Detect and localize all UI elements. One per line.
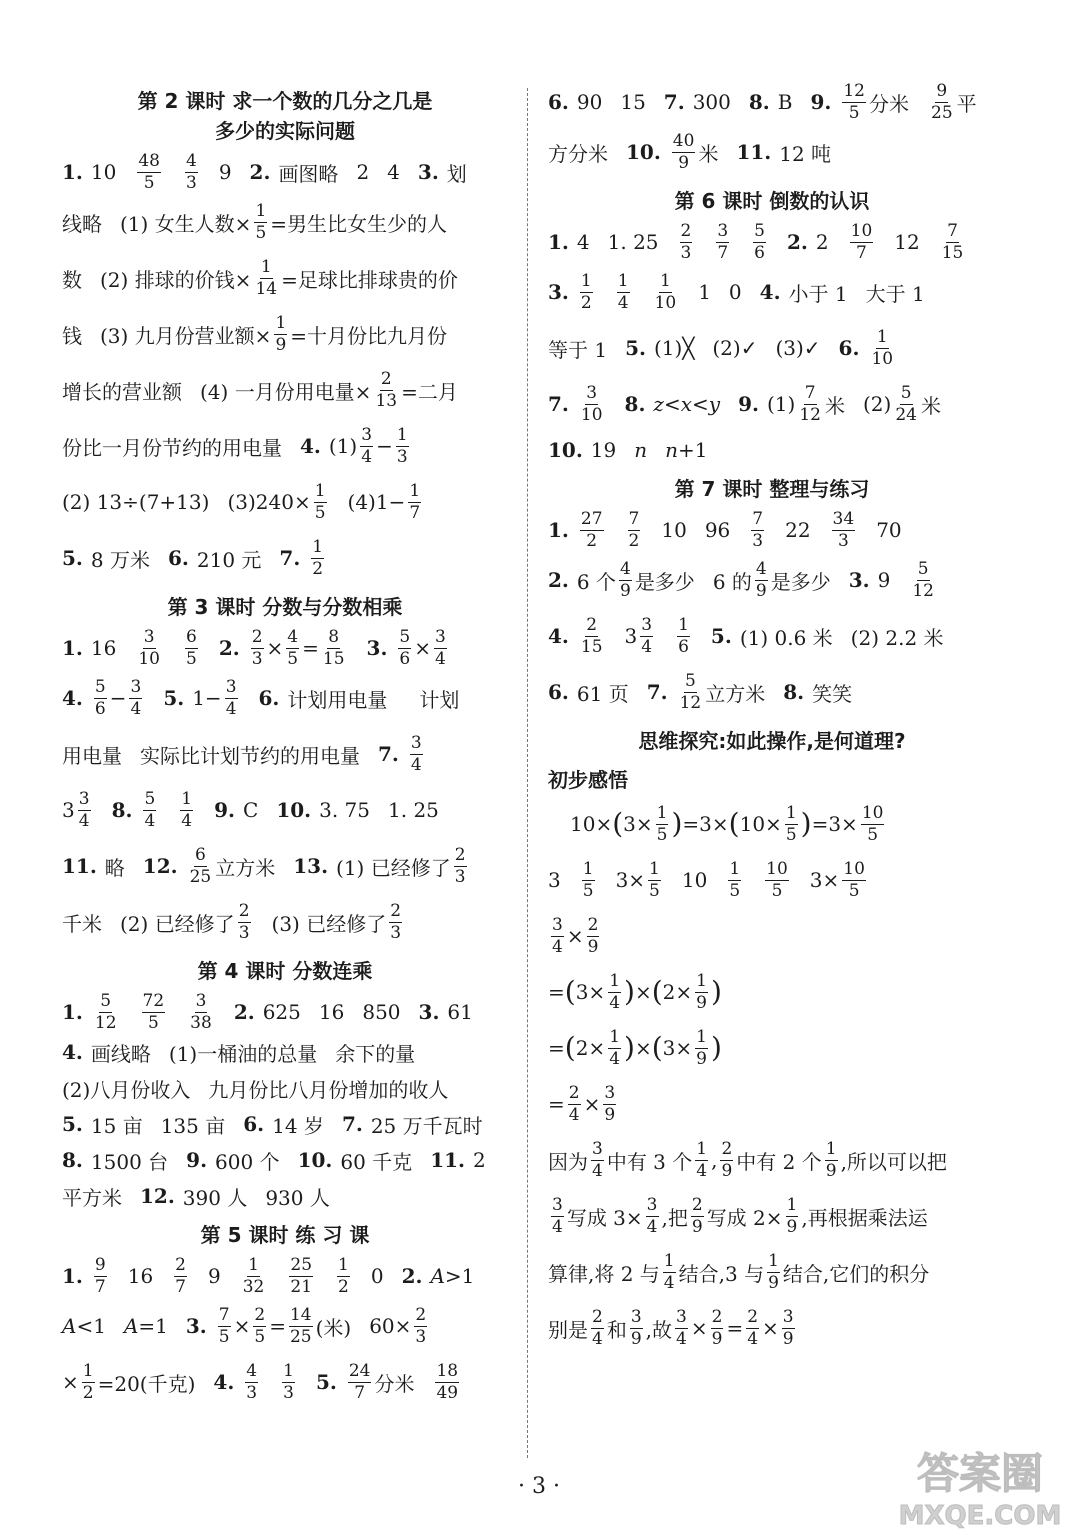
fraction: $\frac{3}{4}$ [552,914,563,957]
fraction: $\frac{2}{3}$ [454,844,466,887]
fraction: $\frac{3}{9}$ [604,1082,616,1125]
fraction: $\frac{12}{5}$ [843,80,865,123]
fraction: $\frac{48}{5}$ [138,150,160,193]
fraction: $\frac{3}{4}$ [552,1194,563,1237]
right-column [548,80,996,1356]
watermark-logo [890,1440,1070,1530]
fraction: $\frac{1}{5}$ [785,802,797,845]
fraction: $\frac{10}{7}$ [850,220,873,263]
fraction: $\frac{3}{4}$ [361,424,373,467]
fraction: $\frac{5}{4}$ [144,788,156,831]
fraction: $\frac{10}{5}$ [766,858,788,901]
fraction: $\frac{2}{3}$ [238,900,250,943]
page-number: · 3 · [518,1474,560,1499]
section-title-lesson-4: 第 4 课时 分数连乘 [197,959,373,983]
fraction: $\frac{2}{3}$ [251,626,263,669]
fraction: $\frac{2}{9}$ [711,1306,723,1349]
section-title-lesson-5: 第 5 课时 练 习 课 [200,1223,370,1247]
answer-line: 增长的营业额 (4) 一月份用电量× $\frac{2}{13}$ =二月 [62,368,458,411]
fraction: $\frac{3}{4}$ [410,732,422,775]
equation-line: 3 $\frac{1}{5}$ 3× $\frac{1}{5}$ 10 $\frac{1}{5}$ $\frac{10}{5}$ 3× $\frac{10}{5}$ [548,858,865,901]
fraction: $\frac{4}{3}$ [246,1360,258,1403]
fraction: $\frac{7}{15}$ [941,220,964,263]
fraction: $\frac{3}{10}$ [138,626,160,669]
fraction: $\frac{4}{9}$ [619,558,631,601]
answer-line: 4. $\frac{5}{6}$ − $\frac{3}{4}$ 5. 1− $\frac{3}{4}$ 6. 计划用电量 计划 [62,676,460,719]
fraction: $\frac{7}{2}$ [628,508,640,551]
answer-line: 3 $\frac{3}{4}$ 8. $\frac{5}{4}$ $\frac{1}{4}$ 9. C 10. 3. 75 1. 25 [62,788,439,831]
fraction: $\frac{2}{4}$ [747,1306,759,1349]
fraction: $\frac{1}{10}$ [871,326,894,369]
answer-line: 用电量 实际比计划节约的用电量 7. $\frac{3}{4}$ [62,732,422,775]
svg-text:MXQE.COM: MXQE.COM [898,1501,1062,1530]
fraction: $\frac{10}{5}$ [843,858,865,901]
fraction: $\frac{7}{3}$ [752,508,764,551]
fraction: $\frac{1}{4}$ [609,970,621,1013]
fraction: $\frac{1}{2}$ [338,1254,349,1297]
equation-line: $\frac{3}{4}$ × $\frac{2}{9}$ [552,914,599,957]
section-title-lesson-3: 第 3 课时 分数与分数相乘 [167,595,403,619]
fraction: $\frac{6}{25}$ [189,844,212,887]
fraction: $\frac{1}{7}$ [409,480,421,523]
equation-line: 10× ( 3× $\frac{1}{5}$ ) =3× ( 10× $\frac{1}{5}$ ) =3× $\frac{10}{5}$ [570,802,884,845]
fraction: $\frac{3}{4}$ [676,1306,687,1349]
fraction: $\frac{3}{9}$ [782,1306,794,1349]
answer-line: 千米 (2) 已经修了 $\frac{2}{3}$ (3) 已经修了 $\frac{2}{3}$ [62,900,402,943]
fraction: $\frac{25}{21}$ [290,1254,313,1297]
fraction: $\frac{24}{7}$ [348,1360,371,1403]
fraction: $\frac{2}{9}$ [721,1138,733,1181]
answer-line: 2. 6 个 $\frac{4}{9}$ 是多少 6 的 $\frac{4}{9}$ 是多少 3. 9 $\frac{5}{12}$ [548,558,934,601]
fraction: $\frac{1}{4}$ [696,1138,708,1181]
answer-line: 1. $\frac{5}{12}$ $\frac{72}{5}$ $\frac{3}{38}$ 2. 625 16 850 3. 61 [62,990,473,1033]
answer-line: 7. $\frac{3}{10}$ 8. z < x < y 9. (1) $\frac{7}{12}$ 米 (2) $\frac{5}{24}$ 米 [548,382,941,425]
fraction: $\frac{5}{6}$ [754,220,765,263]
answer-line: 8. 1500 台 9. 600 个 10. 60 千克 11. 2 [62,1148,486,1174]
fraction: $\frac{1}{10}$ [654,270,677,313]
fraction: $\frac{3}{9}$ [630,1306,642,1349]
fraction: $\frac{1}{4}$ [181,788,193,831]
fraction: $\frac{2}{3}$ [680,220,692,263]
fraction: $\frac{1}{5}$ [729,858,741,901]
answer-line: 11. 略 12. $\frac{6}{25}$ 立方米 13. (1) 已经修了 $\frac{2}{3}$ [62,844,466,887]
fraction: $\frac{5}{6}$ [399,626,411,669]
answer-line: 4. $\frac{2}{15}$ 3 $\frac{3}{4}$ $\frac{1}{6}$ 5. (1) 0.6 米 (2) 2.2 米 [548,614,944,657]
answer-line: 6. 61 页 7. $\frac{5}{12}$ 立方米 8. 笑笑 [548,670,853,713]
fraction: $\frac{3}{4}$ [641,614,653,657]
answer-line: 5. 8 万米 6. 210 元 7. $\frac{1}{2}$ [62,536,324,579]
fraction: $\frac{1}{32}$ [242,1254,265,1297]
fraction: $\frac{4}{5}$ [287,626,299,669]
subsection-title: 初步感悟 [548,767,628,792]
section-title-lesson-2: 第 2 课时 求一个数的几分之几是 多少的实际问题 [137,89,433,143]
fraction: $\frac{1}{9}$ [275,312,287,355]
answer-line: 10. 19 n n +1 [548,438,708,462]
fraction: $\frac{3}{38}$ [190,990,212,1033]
fraction: $\frac{1}{4}$ [617,270,629,313]
fraction: $\frac{2}{3}$ [415,1304,427,1347]
fraction: $\frac{5}{12}$ [94,990,117,1033]
fraction: $\frac{1}{3}$ [396,424,408,467]
section-title-thinking: 思维探究:如此操作,是何道理? [638,729,906,753]
fraction: $\frac{34}{3}$ [832,508,855,551]
fraction: $\frac{9}{25}$ [931,80,953,123]
section-title-lesson-7: 第 7 课时 整理与练习 [674,477,870,501]
answer-line: 钱 (3) 九月份营业额× $\frac{1}{9}$ =十月份比九月份 [62,312,448,355]
fraction: $\frac{3}{4}$ [78,788,90,831]
answer-line: 1. 10 $\frac{48}{5}$ $\frac{4}{3}$ 9 2. 画图略 2 4 3. 划 [62,150,467,193]
answer-line: 4. 画线略 (1)一桶油的总量 余下的量 [62,1040,416,1066]
fraction: $\frac{72}{5}$ [142,990,165,1033]
answer-line: 线略 (1) 女生人数× $\frac{1}{5}$ =男生比女生少的人 [62,200,448,243]
fraction: $\frac{1}{2}$ [82,1360,94,1403]
fraction: $\frac{5}{12}$ [912,558,934,601]
fraction: $\frac{2}{15}$ [580,614,603,657]
fraction: $\frac{3}{4}$ [130,676,142,719]
fraction: $\frac{3}{4}$ [646,1194,658,1237]
fraction: $\frac{1}{9}$ [786,1194,798,1237]
fraction: $\frac{40}{9}$ [672,130,695,173]
fraction: $\frac{4}{9}$ [755,558,767,601]
answer-line: A <1 A =1 3. $\frac{7}{5}$ × $\frac{2}{5}$ = $\frac{14}{25}$ (米) 60× $\frac{2}{3}$ [62,1304,427,1347]
fraction: $\frac{9}{7}$ [94,1254,106,1297]
fraction: $\frac{18}{49}$ [436,1360,459,1403]
answer-line: 1. 4 1. 25 $\frac{2}{3}$ $\frac{3}{7}$ $\frac{5}{6}$ 2. 2 $\frac{10}{7}$ 12 $\frac{7}{15}$ [548,220,964,263]
fraction: $\frac{3}{10}$ [580,382,603,425]
fraction: $\frac{2}{13}$ [375,368,398,411]
fraction: $\frac{1}{2}$ [312,536,324,579]
fraction: $\frac{1}{9}$ [768,1250,779,1293]
fraction: $\frac{3}{4}$ [592,1138,603,1181]
answer-line: 方分米 10. $\frac{40}{9}$ 米 11. 12 吨 [548,130,832,173]
equation-line: = ( 2× $\frac{1}{4}$ ) × ( 3× $\frac{1}{9}$ ) [548,1026,722,1069]
answer-line: 1. $\frac{27}{2}$ $\frac{7}{2}$ 10 96 $\frac{7}{3}$ 22 $\frac{34}{3}$ 70 [548,508,902,551]
explanation-line: 因为 $\frac{3}{4}$ 中有 3 个 $\frac{1}{4}$ , $\frac{2}{9}$ 中有 2 个 $\frac{1}{9}$ ,所以可以把 [548,1138,947,1181]
fraction: $\frac{1}{5}$ [314,480,326,523]
answer-line: × $\frac{1}{2}$ =20(千克) 4. $\frac{4}{3}$ $\frac{1}{3}$ 5. $\frac{24}{7}$ 分米 $\frac{18}{49}$ [62,1360,459,1403]
fraction: $\frac{2}{9}$ [587,914,599,957]
section-title-lesson-6: 第 6 课时 倒数的认识 [674,189,870,213]
equation-line: = ( 3× $\frac{1}{4}$ ) × ( 2× $\frac{1}{9}$ ) [548,970,722,1013]
fraction: $\frac{1}{4}$ [663,1250,675,1293]
fraction: $\frac{14}{25}$ [289,1304,312,1347]
fraction: $\frac{1}{3}$ [283,1360,294,1403]
answer-line: 5. 15 亩 135 亩 6. 14 岁 7. 25 万千瓦时 [62,1112,483,1138]
fraction: $\frac{1}{14}$ [255,256,278,299]
fraction: $\frac{1}{9}$ [696,1026,707,1069]
answer-line: 1. 16 $\frac{3}{10}$ $\frac{6}{5}$ 2. $\frac{2}{3}$ × $\frac{4}{5}$ = $\frac{8}{15}$ 3. $\frac{5}{6}$ × $\frac{3}{4}$ [62,626,446,669]
fraction: $\frac{3}{7}$ [717,220,729,263]
explanation-line: 别是 $\frac{2}{4}$ 和 $\frac{3}{9}$ ,故 $\frac{3}{4}$ × $\frac{2}{9}$ = $\frac{2}{4}$ × $\frac{3}{9}$ [548,1306,794,1349]
fraction: $\frac{6}{5}$ [185,626,197,669]
fraction: $\frac{1}{5}$ [582,858,594,901]
fraction: $\frac{2}{9}$ [691,1194,703,1237]
fraction: $\frac{7}{12}$ [799,382,821,425]
fraction: $\frac{3}{4}$ [225,676,237,719]
fraction: $\frac{3}{4}$ [435,626,446,669]
fraction: $\frac{1}{5}$ [255,200,267,243]
fraction: $\frac{1}{9}$ [696,970,707,1013]
fraction: $\frac{1}{2}$ [580,270,592,313]
column-divider [527,88,528,1458]
answer-line: 3. $\frac{1}{2}$ $\frac{1}{4}$ $\frac{1}{10}$ 1 0 4. 小于 1 大于 1 [548,270,925,313]
fraction: $\frac{8}{15}$ [322,626,345,669]
fraction: $\frac{1}{4}$ [609,1026,621,1069]
fraction: $\frac{10}{5}$ [861,802,884,845]
fraction: $\frac{5}{6}$ [94,676,106,719]
fraction: $\frac{1}{9}$ [825,1138,837,1181]
answer-line: 1. $\frac{9}{7}$ 16 $\frac{2}{7}$ 9 $\frac{1}{32}$ $\frac{25}{21}$ $\frac{1}{2}$ 0 2. A >1 [62,1254,475,1297]
fraction: $\frac{7}{5}$ [218,1304,230,1347]
left-column [62,80,508,1410]
fraction: $\frac{2}{3}$ [390,900,402,943]
fraction: $\frac{1}{5}$ [649,858,660,901]
answer-line: (2) 13÷(7+13) (3)240× $\frac{1}{5}$ (4)1− $\frac{1}{7}$ [62,480,421,523]
fraction: $\frac{4}{3}$ [185,150,197,193]
equation-line: = $\frac{2}{4}$ × $\frac{3}{9}$ [548,1082,616,1125]
explanation-line: 算律,将 2 与 $\frac{1}{4}$ 结合,3 与 $\frac{1}{9}$ 结合,它们的积分 [548,1250,930,1293]
answer-line: (2)八月份收入 九月份比八月份增加的收人 [62,1077,449,1102]
svg-text:答案圈: 答案圈 [916,1449,1044,1498]
answer-line: 平方米 12. 390 人 930 人 [62,1184,330,1210]
fraction: $\frac{2}{4}$ [568,1082,580,1125]
fraction: $\frac{5}{24}$ [895,382,917,425]
answer-line: 等于 1 5. (1)╳ (2)✓ (3)✓ 6. $\frac{1}{10}$ [548,326,894,369]
answer-line: 6. 90 15 7. 300 8. B 9. $\frac{12}{5}$ 分米 $\frac{9}{25}$ 平 [548,80,977,123]
explanation-line: $\frac{3}{4}$ 写成 3× $\frac{3}{4}$ ,把 $\frac{2}{9}$ 写成 2× $\frac{1}{9}$ ,再根据乘法运 [552,1194,928,1237]
answer-line: 份比一月份节约的用电量 4. (1) $\frac{3}{4}$ − $\frac{1}{3}$ [62,424,408,467]
fraction: $\frac{2}{5}$ [254,1304,266,1347]
fraction: $\frac{5}{12}$ [679,670,702,713]
answer-line: 数 (2) 排球的价钱× $\frac{1}{14}$ =足球比排球贵的价 [62,256,458,299]
fraction: $\frac{2}{4}$ [592,1306,603,1349]
fraction: $\frac{1}{6}$ [678,614,689,657]
fraction: $\frac{1}{5}$ [656,802,668,845]
fraction: $\frac{27}{2}$ [580,508,603,551]
fraction: $\frac{2}{7}$ [175,1254,186,1297]
